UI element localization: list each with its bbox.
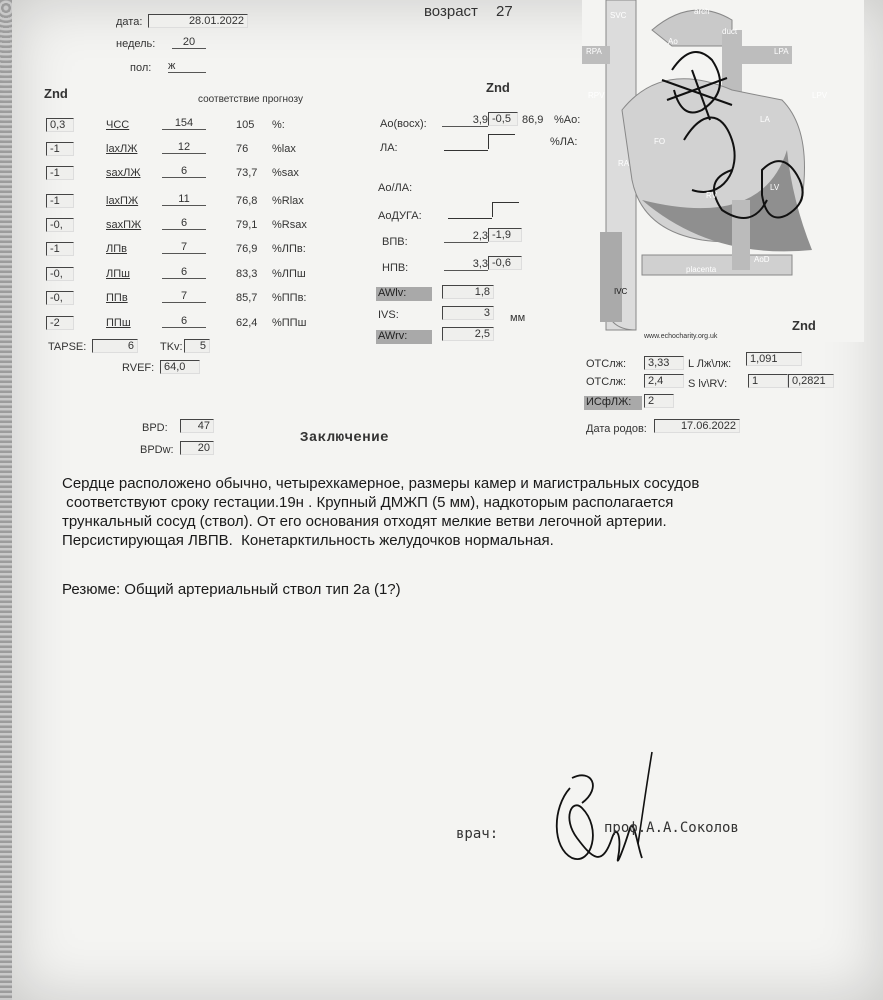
- right-znd-label: Znd: [792, 318, 816, 333]
- conclusion-heading: Заключение: [300, 430, 390, 446]
- aoarch-value-line: [448, 218, 492, 219]
- npv-z: -0,6: [488, 256, 522, 270]
- npv-value: 3,3: [444, 258, 488, 271]
- prognosis-percent: 76,9: [236, 243, 258, 255]
- rvef-field: 64,0: [160, 360, 200, 374]
- diagram-label: arch: [694, 7, 710, 16]
- prognosis-percent: 76: [236, 143, 249, 155]
- llzh-label: L Лж\лж:: [688, 358, 732, 370]
- slvrv-field: 1: [748, 374, 788, 388]
- prognosis-percent-label: %Rsax: [272, 219, 307, 231]
- mid-znd-label: Znd: [486, 80, 510, 95]
- ao-value: 3,9: [442, 114, 488, 127]
- z-score-field: -0,: [46, 267, 74, 281]
- measure-value: 6: [162, 266, 206, 279]
- npv-label: НПВ:: [382, 262, 409, 274]
- conclusion-line: трункальный сосуд (ствол). От его основания отходят мелкие ветви легочной артерии.: [62, 513, 667, 530]
- aoarch-z-box: [492, 202, 519, 217]
- la-value-line: [444, 150, 488, 151]
- ao-z: -0,5: [488, 112, 518, 126]
- sex-value: ж: [168, 60, 206, 73]
- report-page: [12, 0, 883, 1000]
- measure-value: 11: [162, 193, 206, 206]
- diagram-label: RV: [706, 191, 717, 200]
- diagram-label: LPV: [812, 91, 828, 100]
- measure-label: saxПЖ: [106, 219, 142, 231]
- signature: [542, 748, 672, 878]
- prognosis-percent: 85,7: [236, 292, 258, 304]
- prognosis-percent-label: %ППш: [272, 317, 307, 329]
- slvrv-field-2: 0,2821: [788, 374, 834, 388]
- bpdw-field: 20: [180, 441, 214, 455]
- diagram-label: LA: [760, 115, 770, 124]
- z-score-field: -1: [46, 142, 74, 156]
- conclusion-line: Сердце расположено обычно, четырехкамерное, размеры камер и магистральных сосудов: [62, 475, 700, 492]
- measure-value: 6: [162, 217, 206, 230]
- awlv-label: AWlv:: [376, 287, 432, 301]
- measure-value: 12: [162, 141, 206, 154]
- la-label: ЛА:: [380, 142, 398, 154]
- measure-label: laxЛЖ: [106, 143, 138, 155]
- date-field: 28.01.2022: [148, 14, 248, 28]
- mm-label: мм: [510, 312, 526, 324]
- otslzh-label: ОТСлж:: [586, 358, 627, 370]
- vpv-label: ВПВ:: [382, 236, 408, 248]
- conclusion-text: [62, 474, 862, 550]
- prognosis-percent-label: %sax: [272, 167, 299, 179]
- prognosis-percent: 83,3: [236, 268, 258, 280]
- tkv-field: 5: [184, 339, 210, 353]
- measure-value: 154: [162, 117, 206, 130]
- ivs-label: IVS:: [378, 309, 399, 321]
- vpv-z: -1,9: [488, 228, 522, 242]
- slvrv-label: S lv\RV:: [688, 378, 728, 390]
- tapse-field: 6: [92, 339, 138, 353]
- diagram-label: AoD: [754, 255, 770, 264]
- prognosis-percent-label: %Rlax: [272, 195, 304, 207]
- bpd-field: 47: [180, 419, 214, 433]
- conclusion-line: соответствуют сроку гестации.19н . Крупный ДМЖП (5 мм), надкоторым располагается: [62, 494, 674, 511]
- prognosis-percent: 62,4: [236, 317, 258, 329]
- ao-label: Ао(восх):: [380, 118, 427, 130]
- diagram-label: Ao: [668, 37, 678, 46]
- prognosis-percent-label: %ЛПв:: [272, 243, 306, 255]
- aola-label: Ао/ЛА:: [378, 182, 413, 194]
- rvef-label: RVEF:: [122, 362, 155, 374]
- date-label: дата:: [116, 16, 143, 28]
- left-znd-label: Znd: [44, 86, 68, 101]
- awlv-field: 1,8: [442, 285, 494, 299]
- prognosis-percent-label: %:: [272, 119, 285, 131]
- prognosis-percent-label: %ЛПш: [272, 268, 306, 280]
- prognosis-percent-label: %lax: [272, 143, 296, 155]
- diagram-label: RPV: [588, 91, 605, 100]
- aoarch-label: АоДУГА:: [378, 210, 422, 222]
- otslzh2-label: ОТСлж:: [586, 376, 627, 388]
- vpv-value: 2,3: [444, 230, 488, 243]
- age-value: 27: [496, 3, 513, 20]
- prognosis-percent: 73,7: [236, 167, 258, 179]
- z-score-field: -0,: [46, 291, 74, 305]
- diagram-label: duct: [722, 27, 738, 36]
- isflzh-field: 2: [644, 394, 674, 408]
- age-label: возраст: [424, 3, 478, 20]
- tkv-label: TKv:: [160, 341, 183, 353]
- z-score-field: -0,: [46, 218, 74, 232]
- bpdw-label: BPDw:: [140, 444, 174, 456]
- z-score-field: -2: [46, 316, 74, 330]
- doctor-name: проф.А.А.Соколов: [604, 820, 739, 836]
- measure-value: 7: [162, 241, 206, 254]
- prognosis-percent: 79,1: [236, 219, 258, 231]
- sex-label: пол:: [130, 62, 152, 74]
- prognosis-percent: 76,8: [236, 195, 258, 207]
- measure-value: 6: [162, 165, 206, 178]
- tapse-label: TAPSE:: [48, 341, 87, 353]
- measure-label: ППш: [106, 317, 131, 329]
- measure-value: 6: [162, 315, 206, 328]
- otslzh-field: 3,33: [644, 356, 684, 370]
- bpd-label: BPD:: [142, 422, 168, 434]
- diagram-label: FO: [654, 137, 666, 146]
- measure-value: 7: [162, 290, 206, 303]
- weeks-value: 20: [172, 36, 206, 49]
- z-score-field: -1: [46, 242, 74, 256]
- z-score-field: -1: [46, 166, 74, 180]
- conclusion-line: Персистирующая ЛВПВ. Конетарктильность желудочков нормальная.: [62, 532, 554, 549]
- la-pct-label: %ЛА:: [550, 136, 578, 148]
- z-score-field: 0,3: [46, 118, 74, 132]
- measure-label: saxЛЖ: [106, 167, 141, 179]
- measure-label: ЛПв: [106, 243, 127, 255]
- ao-pct-label: %Ао:: [554, 114, 581, 126]
- measure-label: ППв: [106, 292, 128, 304]
- diagram-label: SVC: [610, 11, 627, 20]
- diagram-label: RA: [618, 159, 630, 168]
- measure-label: ЧСС: [106, 119, 130, 131]
- awrv-label: AWrv:: [376, 330, 432, 344]
- prognosis-percent: 105: [236, 119, 255, 131]
- diagram-label: IVC: [614, 287, 628, 296]
- ao-pct: 86,9: [522, 114, 544, 126]
- birth-field: 17.06.2022: [654, 419, 740, 433]
- ivs-field: 3: [442, 306, 494, 320]
- llzh-field: 1,091: [746, 352, 802, 366]
- prognosis-label: соответствие прогнозу: [198, 94, 303, 105]
- weeks-label: недель:: [116, 38, 156, 50]
- prognosis-percent-label: %ППв:: [272, 292, 307, 304]
- heart-diagram: [582, 0, 864, 342]
- la-z-box: [488, 134, 515, 149]
- resume-text: Резюме: Общий артериальный ствол тип 2а (1?): [62, 581, 401, 598]
- awrv-field: 2,5: [442, 327, 494, 341]
- birth-label: Дата родов:: [586, 423, 647, 435]
- isflzh-label: ИСфЛЖ:: [584, 396, 642, 410]
- measure-label: laxПЖ: [106, 195, 139, 207]
- diagram-label: placenta: [686, 265, 717, 274]
- diagram-label: LPA: [774, 47, 789, 56]
- diagram-label: LV: [770, 183, 780, 192]
- diagram-label: RPA: [586, 47, 602, 56]
- measure-label: ЛПш: [106, 268, 130, 280]
- doctor-label: врач:: [456, 826, 499, 842]
- z-score-field: -1: [46, 194, 74, 208]
- diagram-site: www.echocharity.org.uk: [644, 333, 718, 340]
- otslzh2-field: 2,4: [644, 374, 684, 388]
